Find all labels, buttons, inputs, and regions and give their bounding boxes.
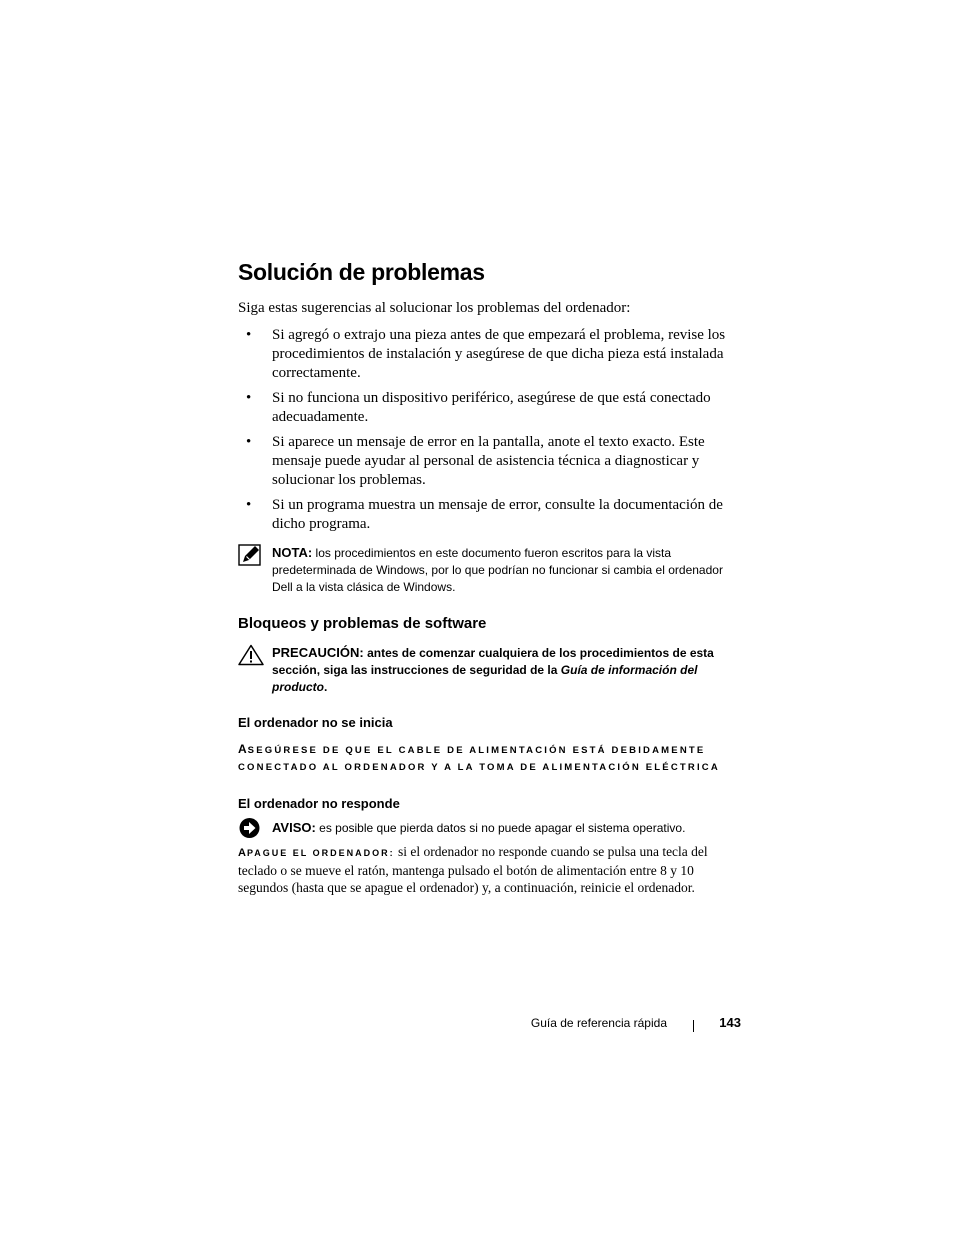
notice-box	[238, 819, 738, 837]
caution-text: antes de comenzar cualquiera de los procedimientos de esta sección, siga las instrucciones de seguridad de la	[272, 646, 714, 677]
list-item	[238, 389, 738, 427]
notice-label: AVISO:	[272, 820, 316, 835]
shutdown-paragraph	[238, 843, 738, 896]
note-box	[238, 544, 738, 596]
footer-guide-title: Guía de referencia rápida	[530, 1016, 667, 1030]
page-title: Solución de problemas	[238, 259, 485, 285]
list-item-text: Si no funciona un dispositivo periférico, asegúrese de que está conectado adecuadamente.	[272, 390, 711, 425]
arrow-circle-icon	[238, 817, 262, 844]
list-item-text: Si agregó o extrajo una pieza antes de que empezará el problema, revise los procedimientos de instalación y asegúrese de que dicha pieza está instalada correctamente.	[272, 327, 726, 381]
list-item	[238, 433, 738, 490]
note-label: NOTA:	[272, 545, 313, 560]
bullet-marker: •	[246, 390, 252, 406]
bullet-marker: •	[246, 434, 252, 450]
bullet-marker: •	[246, 327, 252, 343]
subsection-instruction	[238, 741, 738, 776]
caution-box	[238, 644, 738, 696]
page-footer	[341, 1014, 741, 1036]
list-item-text: Si aparece un mensaje de error en la pantalla, anote el texto exacto. Este mensaje puede ayudar al personal de asistencia técnica a diagnosticar y solucionar los problemas.	[272, 434, 705, 488]
note-text: los procedimientos en este documento fueron escritos para la vista predeterminada de Windows, por lo que podrían no funcionar si cambia el ordenador Dell a la vista clásica de Windows.	[272, 546, 723, 594]
intro-paragraph: Siga estas sugerencias al solucionar los problemas del ordenador:	[238, 300, 631, 316]
section-title: Bloqueos y problemas de software	[238, 615, 487, 632]
pencil-note-icon	[238, 544, 262, 571]
lead-rest: PAGUE EL ORDENADOR:	[246, 848, 395, 858]
caution-label: PRECAUCIÓN:	[272, 645, 364, 660]
list-item	[238, 326, 738, 383]
page-content	[238, 255, 738, 896]
list-item-text: Si un programa muestra un mensaje de error, consulte la documentación de dicho programa.	[272, 497, 723, 532]
subsection-title-no-start: El ordenador no se inicia	[238, 715, 393, 730]
notice-text: es posible que pierda datos si no puede apagar el sistema operativo.	[315, 821, 686, 835]
warning-triangle-icon	[238, 644, 264, 671]
caution-guide-title: Guía de información del producto	[272, 663, 698, 694]
page-number: 143	[719, 1015, 741, 1030]
suggestion-list	[238, 326, 738, 534]
subsection-title-not-responding: El ordenador no responde	[238, 796, 400, 811]
instruction-rest: SEGÚRESE DE QUE EL CABLE DE ALIMENTACIÓN ESTÁ DEBIDAMENTE CONECTADO AL ORDENADOR Y A LA TOMA DE ALIMENTACIÓN ELÉCTRICA	[238, 745, 720, 773]
instruction-first-letter: A	[238, 742, 248, 756]
footer-separator	[693, 1020, 694, 1032]
paragraph-text: si el ordenador no responde cuando se pulsa una tecla del teclado o se mueve el ratón, mantenga pulsado el botón de alimentación entre 8 y 10 segundos (hasta que se apague el ordenador) y, a continuación, reinicie el ordenador.	[238, 844, 708, 895]
list-item	[238, 496, 738, 534]
caution-end: .	[324, 680, 328, 694]
lead-first-letter: A	[238, 847, 247, 859]
paragraph-lead	[238, 848, 395, 858]
bullet-marker: •	[246, 497, 252, 513]
